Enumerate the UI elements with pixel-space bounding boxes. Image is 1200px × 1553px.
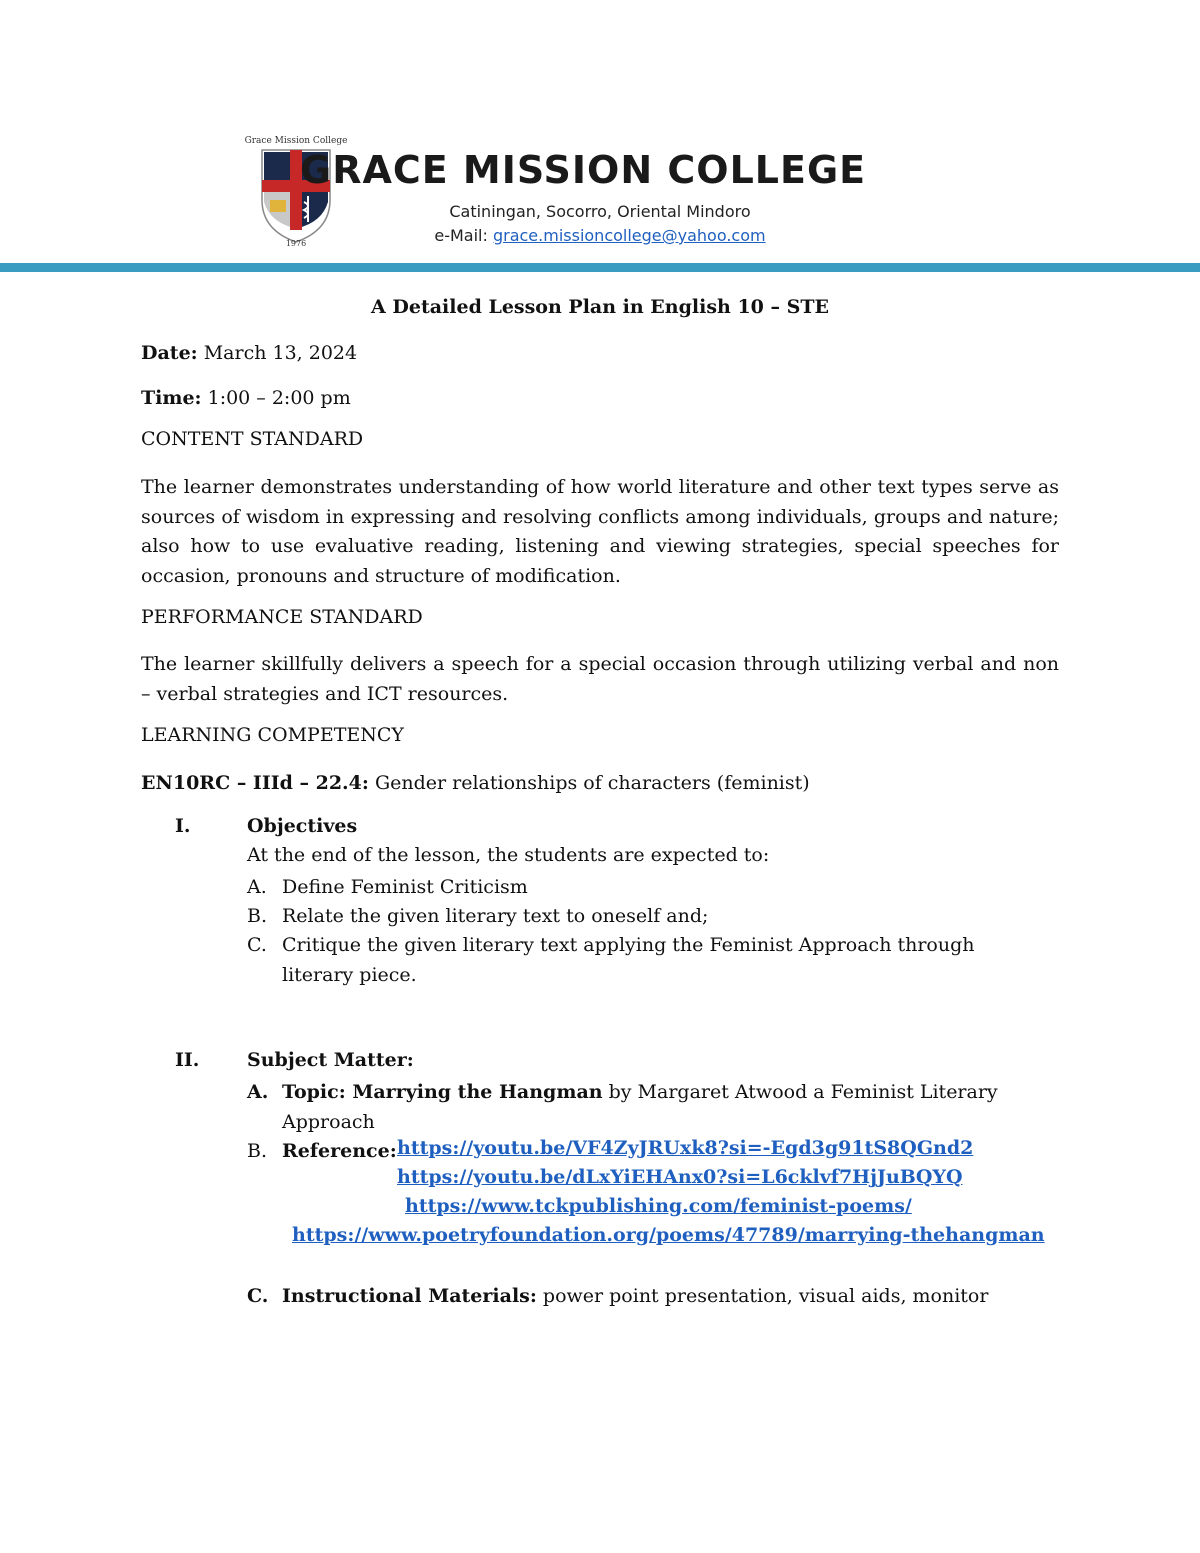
header-divider	[0, 263, 1200, 272]
document-title: A Detailed Lesson Plan in English 10 – STE	[371, 296, 829, 318]
logo-text: Grace Mission College	[244, 136, 348, 146]
objective-text: Critique the given literary text applying the Feminist Approach through literary piece.	[282, 934, 975, 986]
email-line	[0, 226, 1200, 245]
competency-text: Gender relationships of characters (feminist)	[368, 772, 810, 794]
performance-standard-heading: PERFORMANCE STANDARD	[141, 606, 423, 628]
reference-link[interactable]: https://www.poetryfoundation.org/poems/47789/marrying-thehangman	[292, 1224, 1045, 1246]
reference-label: Reference:	[282, 1140, 397, 1162]
competency-code: EN10RC – IIId – 22.4:	[141, 772, 369, 794]
time-value: 1:00 – 2:00 pm	[201, 387, 351, 409]
performance-standard-text: The learner skillfully delivers a speech for a special occasion through utilizing verbal and non – verbal strategies and ICT resources.	[141, 653, 1059, 705]
reference-link[interactable]: https://www.tckpublishing.com/feminist-poems/	[405, 1195, 912, 1217]
objective-letter: C.	[247, 934, 267, 956]
date-label: Date:	[141, 342, 198, 364]
objective-text: Define Feminist Criticism	[282, 876, 528, 898]
email-label: e-Mail:	[434, 226, 493, 245]
materials-value: power point presentation, visual aids, monitor	[536, 1285, 989, 1307]
topic-label: Topic:	[282, 1081, 353, 1103]
time-label: Time:	[141, 387, 202, 409]
objective-letter: A.	[247, 876, 267, 898]
objective-letter: B.	[247, 905, 268, 927]
content-standard-text: The learner demonstrates understanding of how world literature and other text types serve as sources of wisdom in expressing and resolving conflicts among individuals, groups and nature; also how to use evaluative reading, listening and viewing strategies, special speeches for occasion, pronouns and structure of modification.	[141, 476, 1059, 587]
logo-year: 1976	[285, 239, 307, 248]
date-line	[141, 338, 357, 368]
reference-link[interactable]: https://youtu.be/dLxYiEHAnx0?si=L6cklvf7HjJuBQYQ	[397, 1166, 963, 1188]
college-name: GRACE MISSION COLLEGE	[300, 148, 867, 192]
materials-label: Instructional Materials:	[282, 1285, 537, 1307]
topic-text	[282, 1078, 1047, 1137]
objectives-numeral: I.	[175, 815, 191, 837]
content-standard-heading: CONTENT STANDARD	[141, 428, 364, 450]
objectives-intro: At the end of the lesson, the students are expected to:	[247, 844, 770, 866]
date-value: March 13, 2024	[197, 342, 358, 364]
materials-letter: C.	[247, 1285, 269, 1307]
objectives-heading: Objectives	[247, 815, 358, 837]
objective-text: Relate the given literary text to oneself and;	[282, 905, 709, 927]
college-address: Catiningan, Socorro, Oriental Mindoro	[449, 202, 751, 221]
subject-matter-heading: Subject Matter:	[247, 1049, 414, 1071]
reference-letter: B.	[247, 1140, 268, 1162]
subject-matter-numeral: II.	[175, 1049, 200, 1071]
time-line	[141, 383, 351, 413]
email-link[interactable]: grace.missioncollege@yahoo.com	[492, 226, 766, 245]
learning-competency-heading: LEARNING COMPETENCY	[141, 724, 404, 746]
materials-text	[282, 1282, 1047, 1312]
reference-link[interactable]: https://youtu.be/VF4ZyJRUxk8?si=-Egd3g91tS8QGnd2	[397, 1137, 974, 1159]
topic-letter: A.	[247, 1081, 269, 1103]
topic-title: Marrying the Hangman	[352, 1081, 603, 1103]
topic-rest: by Margaret Atwood a Feminist Literary Approach	[282, 1081, 998, 1133]
competency-line	[141, 768, 810, 798]
